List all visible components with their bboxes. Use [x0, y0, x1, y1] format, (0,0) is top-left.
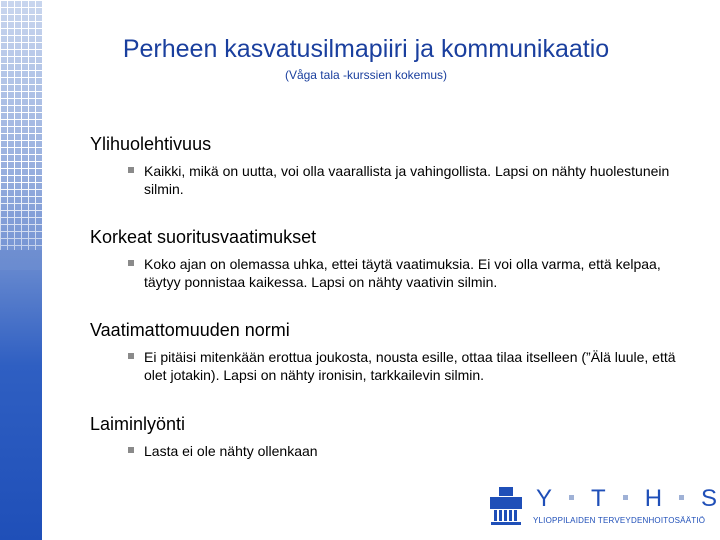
- section-bullet-text: Ei pitäisi mitenkään erottua joukosta, nousta esille, ottaa tilaa itselleen (”Älä luule, että olet jotakin). Lapsi on nähty ironisin, tarkkailevin silmin.: [144, 349, 676, 383]
- side-strip-fade: [0, 180, 42, 270]
- decorative-side-strip: [0, 0, 42, 540]
- logo-separator-dot: [569, 495, 574, 500]
- square-bullet-icon: [128, 167, 134, 173]
- logo-letter: S: [701, 485, 718, 512]
- section-bullet-item: [128, 162, 680, 198]
- logo-letter: Y: [536, 485, 553, 512]
- section-heading: Ylihuolehtivuus: [90, 134, 212, 154]
- section-bullet-item: [128, 255, 680, 291]
- section-heading: Korkeat suoritusvaatimukset: [90, 227, 317, 247]
- logo-separator-dot: [623, 495, 628, 500]
- side-strip-solid: [0, 250, 42, 540]
- square-bullet-icon: [128, 353, 134, 359]
- yths-cross-logo-icon: [488, 486, 524, 526]
- section-laiminlyonti: [90, 413, 680, 460]
- section-bullet-text: Koko ajan on olemassa uhka, ettei täytä vaatimuksia. Ei voi olla varma, että kelpaa, täytyy ponnistaa kaikessa. Lapsi on nähty vaativin silmin.: [144, 256, 661, 290]
- yths-logo: [488, 485, 718, 530]
- section-bullet-text: Lasta ei ole nähty ollenkaan: [144, 443, 318, 459]
- logo-letter: T: [591, 485, 606, 512]
- slide-subtitle: (Våga tala -kurssien kokemus): [284, 68, 448, 82]
- logo-separator-dot: [679, 495, 684, 500]
- logo-letters: [536, 485, 718, 512]
- section-heading: Vaatimattomuuden normi: [90, 320, 290, 340]
- square-bullet-icon: [128, 447, 134, 453]
- section-bullet-item: [128, 442, 680, 460]
- section-bullet-item: [128, 348, 680, 384]
- section-ylihuolehtivuus: [90, 133, 680, 198]
- section-bullet-text: Kaikki, mikä on uutta, voi olla vaarallista ja vahingollista. Lapsi on nähty huolestunein silmin.: [144, 163, 670, 197]
- square-bullet-icon: [128, 260, 134, 266]
- section-korkeat-suoritusvaatimukset: [90, 226, 680, 291]
- logo-letter: H: [644, 485, 663, 512]
- section-vaatimattomuuden-normi: [90, 319, 680, 384]
- slide-title: Perheen kasvatusilmapiiri ja kommunikaatio: [122, 35, 610, 63]
- logo-tagline: YLIOPPILAIDEN TERVEYDENHOITOSÄÄTIÖ: [533, 516, 706, 525]
- section-heading: Laiminlyönti: [90, 414, 186, 434]
